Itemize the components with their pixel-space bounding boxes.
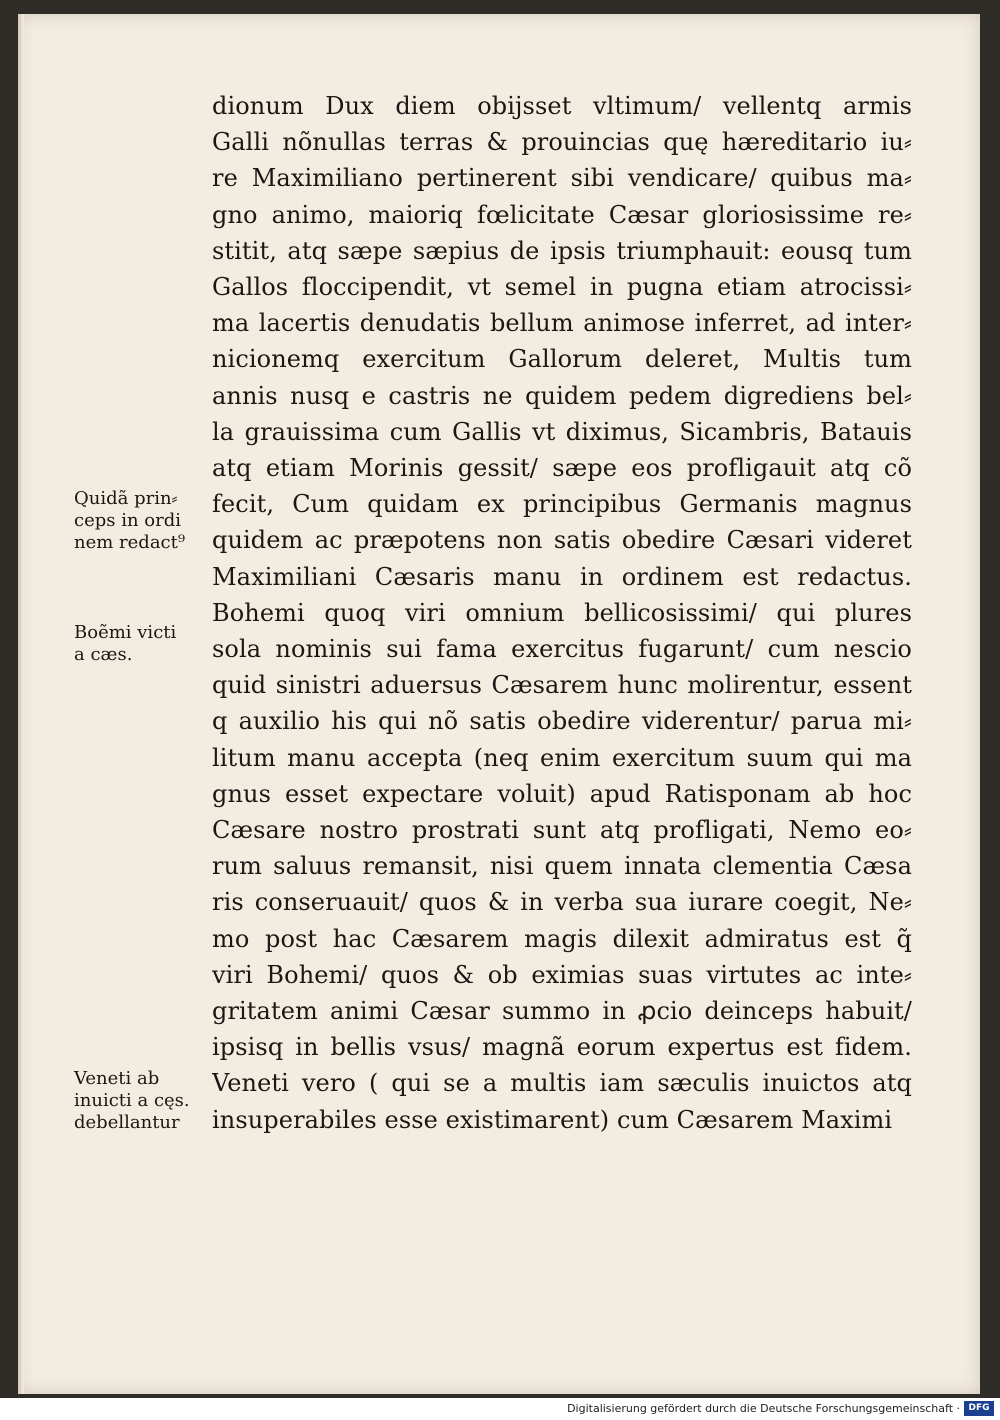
text-line: Maximiliani Cæsaris manu in ordinem est redactus. (212, 562, 912, 591)
text-line: gno animo, maioriq fœlicitate Cæsar gloriosissime re⸗ (212, 200, 912, 229)
text-line: rum saluus remansit, nisi quem innata clementia Cæsa (212, 852, 912, 881)
margin-note-line: Quidã prin⸗ (74, 488, 178, 509)
margin-note-line: Boẽmi victi (74, 622, 177, 643)
margin-note-line: inuicti a cęs. (74, 1090, 190, 1111)
body-text-column (212, 88, 912, 1138)
text-line: litum manu accepta (neq enim exercitum suum qui ma (212, 743, 912, 772)
text-line: nicionemq exercitum Gallorum deleret, Multis tum (212, 345, 912, 374)
text-line: gnus esset expectare voluit) apud Ratisponam ab hoc (212, 779, 912, 808)
text-line: quidem ac præpotens non satis obedire Cæsari videret (212, 526, 912, 555)
text-line: ma lacertis denudatis bellum animose inferret, ad inter⸗ (212, 309, 912, 338)
text-line: quid sinistri aduersus Cæsarem hunc molirentur, essent (212, 671, 912, 700)
text-line: gritatem animi Cæsar summo in ꝓcio deinceps habuit/ (212, 997, 912, 1026)
text-line: stitit, atq sæpe sæpius de ipsis triumphauit: eousq tum (212, 236, 912, 265)
text-line: la grauissima cum Gallis vt diximus, Sicambris, Batauis (212, 417, 912, 446)
text-line: mo post hac Cæsarem magis dilexit admiratus est q̃ (212, 924, 912, 953)
text-line: insuperabiles esse existimarent) cum Cæsarem Maximi (212, 1105, 893, 1134)
page-gutter-shadow (18, 14, 24, 1394)
text-line: sola nominis sui fama exercitus fugarunt/ cum nescio (212, 635, 912, 664)
margin-note-bohemians (74, 622, 212, 666)
margin-note-line: ceps in ordi (74, 510, 182, 531)
footer-bar (0, 1398, 1000, 1420)
margin-note-line: debellantur (74, 1112, 180, 1133)
text-line: annis nusq e castris ne quidem pedem digrediens bel⸗ (212, 381, 912, 410)
text-line: viri Bohemi/ quos & ob eximias suas virtutes ac inte⸗ (212, 960, 912, 989)
dfg-logo: DFG (964, 1401, 994, 1416)
funding-credit: Digitalisierung gefördert durch die Deutsche Forschungsgemeinschaft · (567, 1402, 960, 1415)
text-line: atq etiam Morinis gessit/ sæpe eos profligauit atq cõ (212, 454, 912, 483)
text-line: Bohemi quoq viri omnium bellicosissimi/ qui plures (212, 598, 912, 627)
margin-note-prince (74, 488, 212, 554)
margin-note-line: a cæs. (74, 644, 133, 665)
margin-note-line: nem redact⁹ (74, 532, 186, 553)
text-line: re Maximiliano pertinerent sibi vendicare/ quibus ma⸗ (212, 164, 912, 193)
text-line: Gallos floccipendit, vt semel in pugna etiam atrocissi⸗ (212, 273, 912, 302)
margin-note-venetians (74, 1068, 212, 1134)
text-line: Veneti vero ( qui se a multis iam sæculis inuictos atq (212, 1069, 912, 1098)
text-line: q auxilio his qui nõ satis obedire viderentur/ parua mi⸗ (212, 707, 912, 736)
text-line: fecit, Cum quidam ex principibus Germanis magnus (212, 490, 912, 519)
text-line: ipsisq in bellis vsus/ magnã eorum expertus est fidem. (212, 1033, 912, 1062)
text-line: dionum Dux diem obijsset vltimum/ vellentq armis (212, 92, 912, 120)
text-line: Cæsare nostro prostrati sunt atq profligati, Nemo eo⸗ (212, 816, 912, 845)
text-line: ris conseruauit/ quos & in verba sua iurare coegit, Ne⸗ (212, 888, 912, 917)
margin-note-line: Veneti ab (74, 1068, 160, 1089)
text-line: Galli nõnullas terras & prouincias quę hæreditario iu⸗ (212, 128, 912, 157)
